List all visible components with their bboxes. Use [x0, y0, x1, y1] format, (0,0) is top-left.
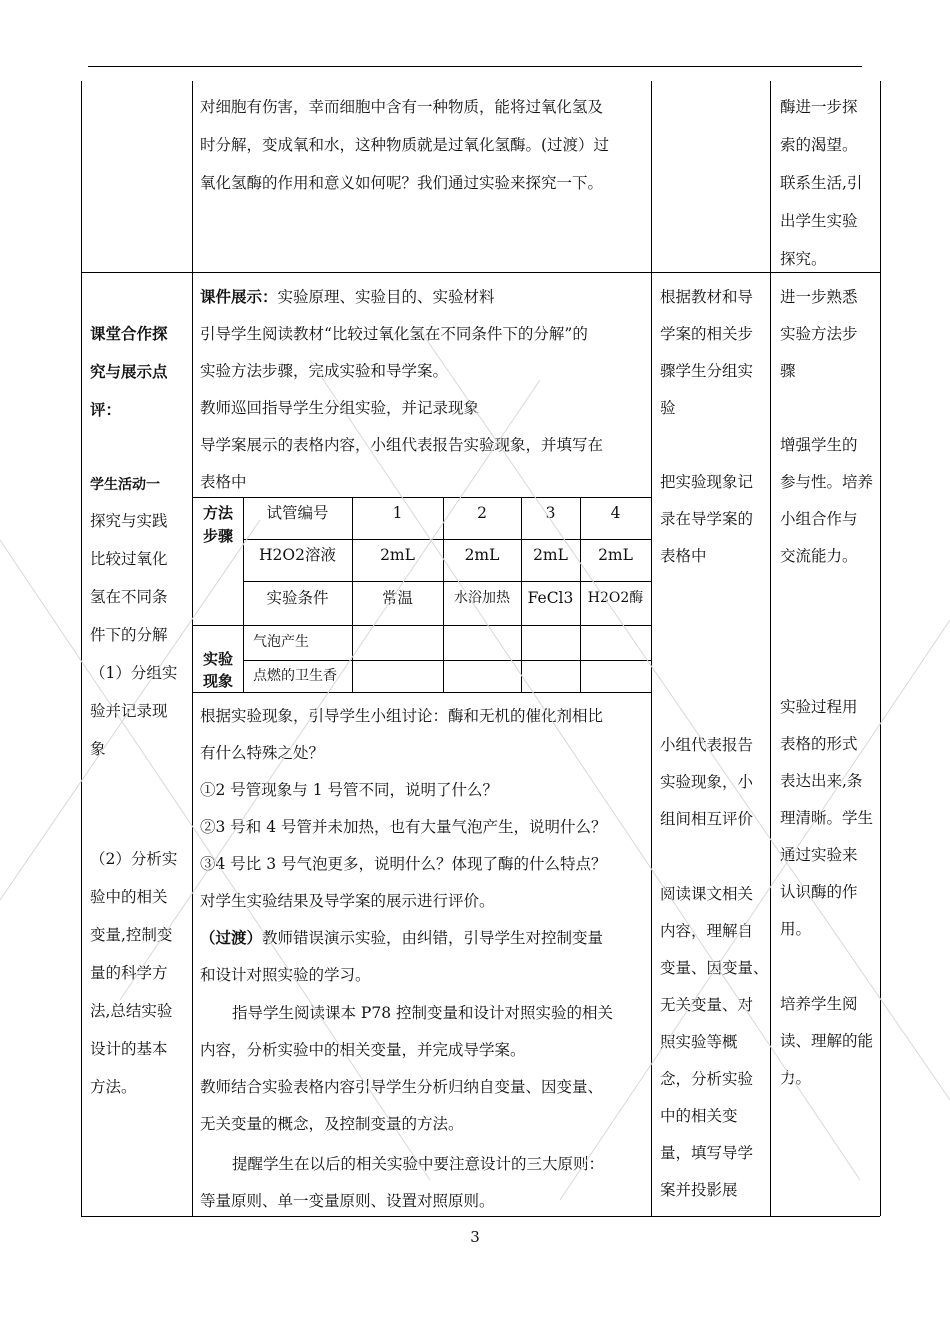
activity-line: 探究与实践 — [90, 512, 168, 530]
intent-line: 用。 — [780, 920, 812, 938]
transition-text: 教师错误演示实验，由纠错，引导学生对控制变量 — [262, 929, 604, 947]
teacher-line: 根据实验现象，引导学生小组讨论：酶和无机的催化剂相比 — [200, 707, 604, 725]
header-rule — [88, 66, 862, 67]
volume: 2mL — [598, 546, 633, 564]
courseware-label: 课件展示： — [200, 288, 278, 306]
volume: 2mL — [533, 546, 568, 564]
activity2-line: 量的科学方 — [90, 964, 168, 982]
courseware-text: 实验原理、实验目的、实验材料 — [277, 288, 495, 306]
student-line: 录在导学案的 — [660, 510, 754, 528]
row1-line: 时分解，变成氧和水，这种物质就是过氧化氢酶。(过渡）过 — [200, 136, 610, 154]
condition: H2O2酶 — [587, 590, 644, 606]
teacher-line: 表格中 — [200, 473, 247, 491]
row1-line: 对细胞有伤害，幸而细胞中含有一种物质，能将过氧化氢及 — [200, 98, 604, 116]
teacher-line: ①2 号管现象与 1 号管不同，说明了什么？ — [200, 781, 499, 799]
teacher-line: 等量原则、单一变量原则、设置对照原则。 — [200, 1192, 495, 1210]
transition-label: （过渡） — [200, 929, 263, 947]
observation-label: 点燃的卫生香 — [253, 668, 337, 684]
condition: FeCl3 — [527, 589, 574, 607]
tube-number: 1 — [392, 504, 403, 522]
intent-line: 表格的形式 — [780, 735, 858, 753]
exp-table-bottom — [192, 692, 651, 693]
table-border-col2 — [651, 81, 652, 1216]
table-row-divider — [81, 272, 880, 273]
teacher-line: 教师结合实验表格内容引导学生分析归纳自变量、因变量、 — [200, 1078, 604, 1096]
teacher-line: 指导学生阅读课本 P78 控制变量和设计对照实验的相关 — [232, 1004, 614, 1022]
stage-line: 课堂合作探 — [90, 325, 168, 343]
student-line: 照实验等概 — [660, 1033, 738, 1051]
teacher-line: ②3 号和 4 号管并未加热，也有大量气泡产生，说明什么？ — [200, 818, 607, 836]
activity-line: 件下的分解 — [90, 626, 168, 644]
activity2-line: 方法。 — [90, 1078, 137, 1096]
intent-line: 小组合作与 — [780, 510, 858, 528]
student-line: 案并投影展 — [660, 1181, 738, 1199]
activity2-line: 设计的基本 — [90, 1040, 168, 1058]
student-line: 量，填写导学 — [660, 1144, 754, 1162]
stage-line: 评： — [90, 401, 122, 419]
tube-number: 2 — [477, 504, 487, 522]
activity-line: 象 — [90, 740, 106, 758]
intent-line: 力。 — [780, 1069, 812, 1087]
tube-number: 4 — [610, 504, 621, 522]
student-line: 无关变量、对 — [660, 996, 754, 1014]
student-line: 验 — [660, 399, 676, 417]
intent-line: 实验方法步 — [780, 325, 858, 343]
student-line: 小组代表报告 — [660, 736, 754, 754]
activity2-line: 法,总结实验 — [90, 1002, 173, 1020]
activity-line: （1）分组实 — [90, 664, 178, 682]
student-line: 实验现象，小 — [660, 773, 754, 791]
student-line: 根据教材和导 — [660, 288, 754, 306]
intent-line: 交流能力。 — [780, 547, 858, 565]
student-line: 学案的相关步 — [660, 325, 754, 343]
student-line: 内容，理解自 — [660, 922, 754, 940]
intent-line: 通过实验来 — [780, 846, 858, 864]
intent-line: 读、理解的能 — [780, 1032, 874, 1050]
activity-line: 比较过氧化 — [90, 550, 168, 568]
tube-number-label: 试管编号 — [266, 504, 329, 522]
teacher-line: 引导学生阅读教材“比较过氧化氢在不同条件下的分解”的 — [200, 325, 588, 343]
teacher-line: 内容，分析实验中的相关变量，并完成导学案。 — [200, 1041, 526, 1059]
teacher-line: 教师巡回指导学生分组实验，并记录现象 — [200, 399, 480, 417]
teacher-line: 对学生实验结果及导学案的展示进行评价。 — [200, 892, 495, 910]
intent-line: 认识酶的作 — [780, 883, 858, 901]
student-line: 阅读课文相关 — [660, 885, 754, 903]
activity-line: 验并记录现 — [90, 702, 168, 720]
intent-line: 索的渴望。 — [780, 136, 858, 154]
activity2-line: 变量,控制变 — [90, 926, 173, 944]
intent-line: 骤 — [780, 362, 796, 380]
volume: 2mL — [380, 546, 415, 564]
teacher-line: 有什么特殊之处？ — [200, 744, 325, 762]
courseware-line — [200, 278, 495, 316]
student-line: 变量、因变量、 — [660, 959, 769, 977]
condition-label: 实验条件 — [266, 589, 329, 607]
student-line: 表格中 — [660, 547, 707, 565]
exp-table-line — [243, 660, 651, 661]
page-number: 3 — [470, 1228, 480, 1246]
teacher-line: 导学案展示的表格内容，小组代表报告实验现象，并填写在 — [200, 436, 604, 454]
condition: 常温 — [381, 589, 413, 607]
teacher-line: 无关变量的概念，及控制变量的方法。 — [200, 1115, 464, 1133]
exp-table-top — [192, 497, 651, 498]
method-steps-label: 方法步骤 — [202, 504, 233, 545]
activity2-line: 验中的相关 — [90, 888, 168, 906]
activity-title: 学生活动一 — [90, 477, 160, 493]
observation-label: 气泡产生 — [253, 634, 309, 650]
teacher-line: 和设计对照实验的学习。 — [200, 966, 371, 984]
h2o2-label: H2O2溶液 — [259, 546, 336, 564]
tube-number: 3 — [545, 504, 556, 522]
stage-line: 究与展示点 — [90, 363, 168, 381]
table-border-right — [880, 81, 881, 1216]
activity2-line: （2）分析实 — [90, 850, 178, 868]
intent-line: 酶进一步探 — [780, 98, 858, 116]
student-line: 骤学生分组实 — [660, 362, 754, 380]
intent-line: 增强学生的 — [780, 436, 858, 454]
exp-table-line — [243, 581, 651, 582]
activity-line: 氢在不同条 — [90, 588, 168, 606]
intent-line: 出学生实验 — [780, 212, 858, 230]
exp-table-line — [192, 625, 651, 626]
table-border-col3 — [770, 81, 771, 1216]
condition: 水浴加热 — [454, 590, 510, 606]
table-border-left — [81, 81, 82, 1216]
row1-line: 氧化氢酶的作用和意义如何呢？我们通过实验来探究一下。 — [200, 174, 604, 192]
student-line: 把实验现象记 — [660, 473, 754, 491]
volume: 2mL — [464, 546, 500, 564]
student-line: 中的相关变 — [660, 1107, 738, 1125]
intent-line: 参与性。培养 — [780, 473, 874, 491]
student-line: 组间相互评价 — [660, 810, 754, 828]
intent-line: 探究。 — [780, 250, 827, 268]
intent-line: 培养学生阅 — [780, 995, 858, 1013]
teacher-line: ③4 号比 3 号气泡更多，说明什么？体现了酶的什么特点？ — [200, 855, 607, 873]
intent-line: 实验过程用 — [780, 698, 858, 716]
result-label: 实验现象 — [202, 650, 233, 690]
intent-line: 联系生活,引 — [780, 174, 863, 192]
teacher-line: 提醒学生在以后的相关实验中要注意设计的三大原则： — [232, 1155, 605, 1173]
student-line: 念，分析实验 — [660, 1070, 754, 1088]
intent-line: 表达出来,条 — [780, 772, 863, 790]
intent-line: 理清晰。学生 — [780, 809, 874, 827]
teacher-line: 实验方法步骤，完成实验和导学案。 — [200, 362, 449, 380]
exp-table-line — [243, 539, 651, 540]
table-border-col1 — [192, 81, 193, 1216]
intent-line: 进一步熟悉 — [780, 288, 858, 306]
transition-line — [200, 919, 603, 957]
